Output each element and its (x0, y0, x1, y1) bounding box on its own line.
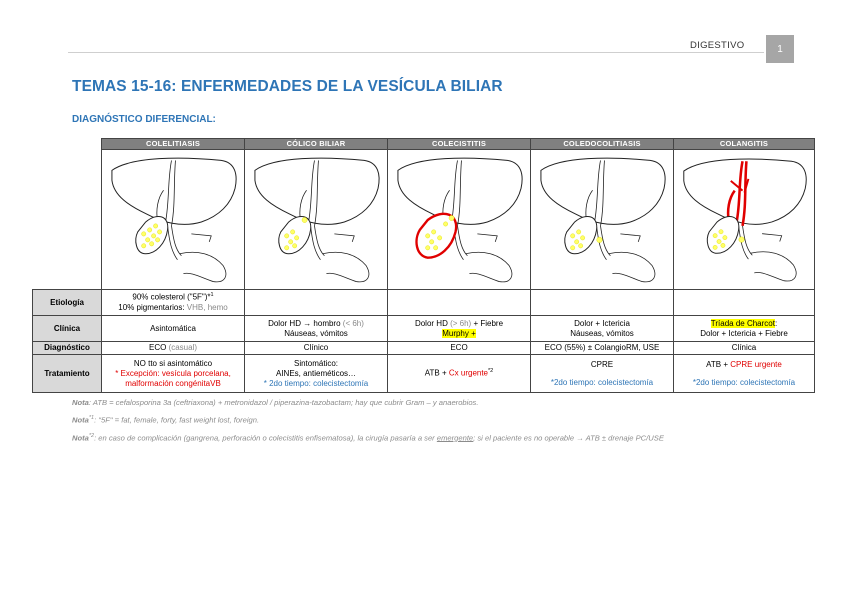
biliary-anatomy-icon (674, 150, 814, 289)
cell-etiologia-colelitiasis: 90% colesterol ("5F")*$^1$ 10% pigmentarios: VHB, hemo (102, 290, 245, 316)
charcot-highlight: Tríada de Charcot (710, 318, 775, 328)
cell-tratamiento-colelitiasis: NO tto si asintomático * Excepción: vesícula porcelana, malformación congénitaVB (102, 355, 245, 393)
row-header-tratamiento: Tratamiento (33, 355, 102, 393)
cell-tratamiento-coledocolitiasis: CPRE *2do tiempo: colecistectomía (531, 355, 674, 393)
cell-tratamiento-colico: Sintomático: AINEs, antieméticos… * 2do tiempo: colecistectomía (245, 355, 388, 393)
row-header-etiologia: Etiología (33, 290, 102, 316)
cell-clinica-colico: Dolor HD → hombro (< 6h) Náuseas, vómitos (245, 316, 388, 342)
cell-diagnostico-colelitiasis: ECO (casual) (102, 342, 245, 355)
illustration-colelitiasis (102, 150, 245, 290)
col-header-colelitiasis: COLELITIASIS (102, 139, 245, 150)
page-title: TEMAS 15-16: ENFERMEDADES DE LA VESÍCULA BILIAR (72, 78, 503, 95)
section-subtitle: DIAGNÓSTICO DIFERENCIAL: (72, 114, 216, 125)
cell-diagnostico-colico: Clínico (245, 342, 388, 355)
differential-diagnosis-table (32, 138, 815, 393)
cell-clinica-colelitiasis: Asintomática (102, 316, 245, 342)
note-complicacion: Nota$^{*2}$: en caso de complicación (gangrena, perforación o colecistitis enfisematosa), la cirugía pasaría a ser emergente; si el paciente es no operable → ATB ± drenaje PC/USE (72, 432, 664, 443)
footnotes (72, 398, 664, 450)
row-header-clinica: Clínica (33, 316, 102, 342)
cell-etiologia-colico (245, 290, 388, 316)
cell-clinica-colecistitis: Dolor HD (> 6h) + Fiebre Murphy + (388, 316, 531, 342)
note-5f: Nota$^{*1}$: "5F" = fat, female, forty, fast weight lost, foreign. (72, 415, 260, 425)
biliary-anatomy-icon (388, 150, 530, 289)
cell-etiologia-colangitis (674, 290, 815, 316)
cell-diagnostico-colangitis: Clínica (674, 342, 815, 355)
illustration-colico-biliar (245, 150, 388, 290)
illustration-coledocolitiasis (531, 150, 674, 290)
note-atb: Nota: ATB = cefalosporina 3a (ceftriaxona) + metronidazol / piperazina-tazobactam; hay que cubrir Gram – y anaerobios. (72, 398, 479, 407)
table-corner (33, 139, 102, 150)
page-number-badge: 1 (766, 35, 794, 63)
biliary-anatomy-icon (531, 150, 673, 289)
cell-clinica-colangitis: Tríada de Charcot: Dolor + Ictericia + Fiebre (674, 316, 815, 342)
cell-clinica-coledocolitiasis: Dolor + Ictericia Náuseas, vómitos (531, 316, 674, 342)
row-header-diagnostico: Diagnóstico (33, 342, 102, 355)
biliary-anatomy-icon (102, 150, 244, 289)
cell-tratamiento-colecistitis: ATB + Cx urgente$^{*2}$ (388, 355, 531, 393)
header-divider (68, 52, 764, 53)
cell-diagnostico-colecistitis: ECO (388, 342, 531, 355)
cell-tratamiento-colangitis: ATB + CPRE urgente *2do tiempo: colecistectomía (674, 355, 815, 393)
col-header-colangitis: COLANGITIS (674, 139, 815, 150)
illustration-colecistitis (388, 150, 531, 290)
biliary-anatomy-icon (245, 150, 387, 289)
cell-diagnostico-coledocolitiasis: ECO (55%) ± ColangioRM, USE (531, 342, 674, 355)
murphy-highlight: Murphy + (442, 328, 476, 338)
table-blank-cell (33, 150, 102, 290)
cell-etiologia-colecistitis (388, 290, 531, 316)
section-label: DIGESTIVO (690, 40, 745, 51)
col-header-colico-biliar: CÓLICO BILIAR (245, 139, 388, 150)
col-header-coledocolitiasis: COLEDOCOLITIASIS (531, 139, 674, 150)
illustration-colangitis (674, 150, 815, 290)
cell-etiologia-coledocolitiasis (531, 290, 674, 316)
col-header-colecistitis: COLECISTITIS (388, 139, 531, 150)
